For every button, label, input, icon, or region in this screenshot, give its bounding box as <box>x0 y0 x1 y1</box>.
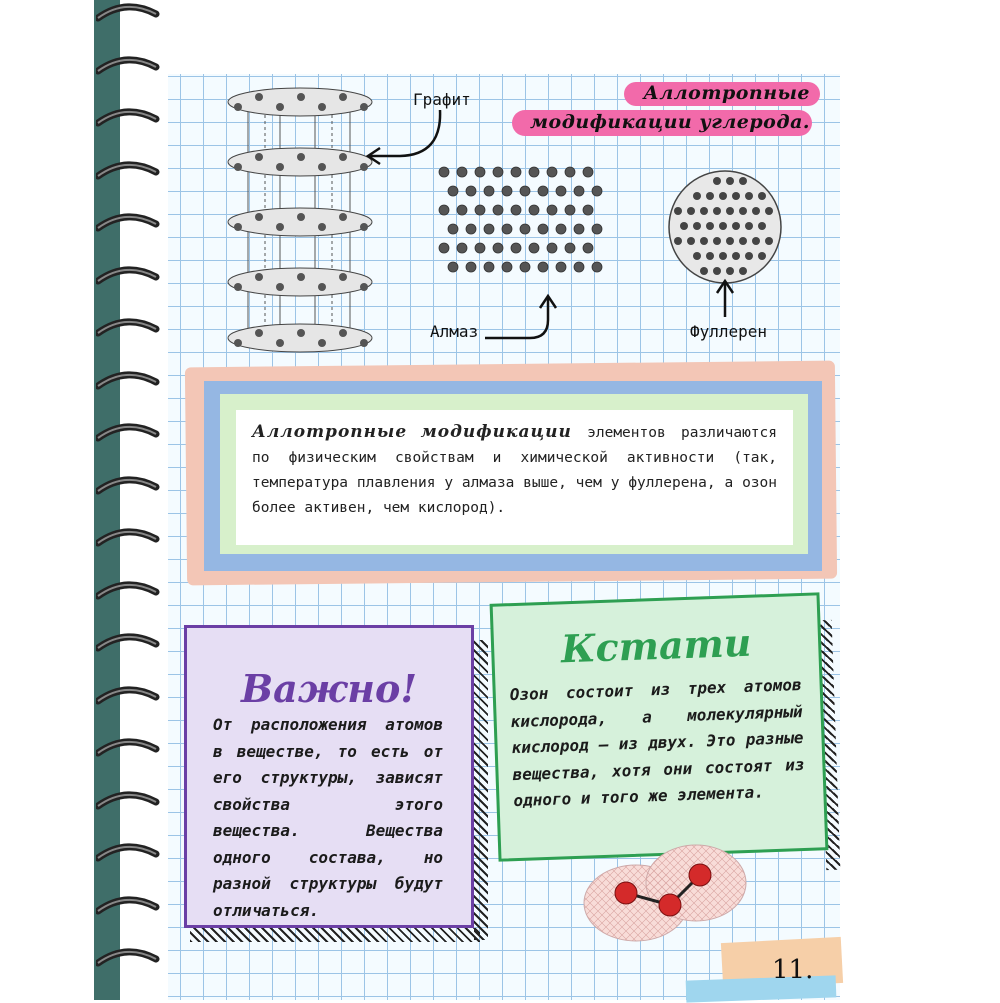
diamond-atom <box>493 243 503 253</box>
diamond-atom <box>493 205 503 215</box>
diamond-atom <box>592 224 602 234</box>
fullerene-atom <box>758 252 766 260</box>
fullerene-atom <box>726 207 734 215</box>
fullerene-atom <box>758 222 766 230</box>
binding-ring <box>96 683 160 709</box>
diamond-atom <box>502 186 512 196</box>
diamond-atom <box>547 167 557 177</box>
graphite-atom <box>297 213 305 221</box>
graphite-layer <box>228 148 372 176</box>
diamond-atom <box>529 243 539 253</box>
graphite-atom <box>297 329 305 337</box>
diamond-atom <box>466 262 476 272</box>
graphite-label: Графит <box>413 90 471 109</box>
fullerene-atom <box>700 207 708 215</box>
binding-ring <box>96 368 160 394</box>
diamond-atom <box>574 224 584 234</box>
diamond-atom <box>565 167 575 177</box>
fullerene-atom <box>687 237 695 245</box>
diamond-atom <box>466 224 476 234</box>
binding-ring <box>96 210 160 236</box>
diamond-atom <box>556 224 566 234</box>
diamond-atom <box>556 186 566 196</box>
diamond-atom <box>538 186 548 196</box>
diamond-illustration <box>430 160 610 290</box>
diamond-atom <box>538 262 548 272</box>
fullerene-atom <box>719 192 727 200</box>
graphite-atom <box>234 163 242 171</box>
graphite-layer <box>228 324 372 352</box>
graphite-atom <box>297 93 305 101</box>
diamond-atom <box>484 186 494 196</box>
fullerene-atom <box>745 252 753 260</box>
diamond-atom <box>574 262 584 272</box>
binding-ring <box>96 630 160 656</box>
graphite-atom <box>276 283 284 291</box>
fullerene-atom <box>713 267 721 275</box>
graphite-layer <box>228 208 372 236</box>
binding-ring <box>96 735 160 761</box>
binding-ring <box>96 945 160 971</box>
graphite-atom <box>276 103 284 111</box>
graphite-atom <box>255 329 263 337</box>
binding-ring <box>96 578 160 604</box>
diamond-atom <box>484 224 494 234</box>
diamond-atom <box>520 186 530 196</box>
by-the-way-title: Кстати <box>560 619 753 672</box>
diamond-atom <box>547 243 557 253</box>
fullerene-atom <box>765 237 773 245</box>
graphite-atom <box>339 93 347 101</box>
diamond-atom <box>475 205 485 215</box>
fullerene-atom <box>745 222 753 230</box>
fullerene-atom <box>739 267 747 275</box>
fullerene-atom <box>732 252 740 260</box>
important-title: Важно! <box>240 666 418 711</box>
important-shadow <box>190 928 480 942</box>
diamond-atom <box>574 186 584 196</box>
diamond-atom <box>502 224 512 234</box>
graphite-atom <box>276 339 284 347</box>
graphite-atom <box>318 223 326 231</box>
binding-ring <box>96 158 160 184</box>
info-body: элементов различаются по физическим свойствам и химической активности (так, температура плавления у алмаза выше, чем у фуллерена, а озон более активен, чем кислород). <box>252 425 777 516</box>
binding-ring <box>96 263 160 289</box>
fullerene-atom <box>674 207 682 215</box>
diamond-atom <box>529 205 539 215</box>
diamond-atom <box>583 167 593 177</box>
graphite-atom <box>276 223 284 231</box>
diamond-label: Алмаз <box>430 322 479 341</box>
fullerene-atom <box>713 177 721 185</box>
diamond-atom <box>565 243 575 253</box>
fullerene-atom <box>693 192 701 200</box>
binding-ring <box>96 315 160 341</box>
fullerene-atom <box>713 237 721 245</box>
fullerene-atom <box>739 237 747 245</box>
diamond-atom <box>475 243 485 253</box>
diamond-atom <box>484 262 494 272</box>
diamond-atom <box>457 243 467 253</box>
info-paragraph <box>252 420 777 521</box>
page-title-line2: модификации углерода. <box>529 111 810 133</box>
diamond-atom <box>448 262 458 272</box>
fullerene-atom <box>765 207 773 215</box>
diamond-atom <box>511 167 521 177</box>
graphite-atom <box>234 339 242 347</box>
diamond-atom <box>511 243 521 253</box>
graphite-layer <box>228 88 372 116</box>
diamond-atom <box>439 205 449 215</box>
fullerene-atom <box>693 222 701 230</box>
page-title-line1: Аллотропные <box>643 82 810 104</box>
graphite-atom <box>297 273 305 281</box>
graphite-atom <box>339 273 347 281</box>
diamond-atom <box>439 243 449 253</box>
diamond-atom <box>547 205 557 215</box>
page-number: 11. <box>772 955 814 985</box>
fullerene-atom <box>706 222 714 230</box>
diamond-atom <box>556 262 566 272</box>
diamond-atom <box>583 243 593 253</box>
graphite-atom <box>318 283 326 291</box>
fullerene-atom <box>726 237 734 245</box>
graphite-atom <box>255 153 263 161</box>
diamond-atom <box>583 205 593 215</box>
graphite-atom <box>318 339 326 347</box>
diamond-atom <box>475 167 485 177</box>
diamond-atom <box>538 224 548 234</box>
by-the-way-text: Озон состоит из трех атомов кислорода, а молекулярный кислород — из двух. Это разные вещества, хотя они состоят из одного и того же элемента. <box>509 675 805 811</box>
graphite-atom <box>339 153 347 161</box>
graphite-arrow <box>360 100 460 170</box>
diamond-atom <box>448 224 458 234</box>
diamond-atom <box>511 205 521 215</box>
fullerene-arrow <box>710 275 740 320</box>
graphite-atom <box>318 103 326 111</box>
by-the-way-box <box>490 592 829 861</box>
important-box <box>184 625 474 928</box>
important-shadow-side <box>474 640 488 940</box>
fullerene-atom <box>732 192 740 200</box>
fullerene-atom <box>758 192 766 200</box>
diamond-atom <box>457 205 467 215</box>
graphite-atom <box>339 329 347 337</box>
diamond-atom <box>520 224 530 234</box>
fullerene-atom <box>693 252 701 260</box>
diamond-atom <box>529 167 539 177</box>
graphite-atom <box>255 213 263 221</box>
binding-ring <box>96 893 160 919</box>
diamond-atom <box>520 262 530 272</box>
fullerene-atom <box>674 237 682 245</box>
graphite-atom <box>276 163 284 171</box>
diamond-atom <box>448 186 458 196</box>
fullerene-atom <box>680 222 688 230</box>
diamond-atom <box>565 205 575 215</box>
fullerene-atom <box>752 207 760 215</box>
fullerene-atom <box>726 267 734 275</box>
diamond-arrow <box>480 290 570 350</box>
graphite-atom <box>360 283 368 291</box>
fullerene-atom <box>732 222 740 230</box>
binding-ring <box>96 53 160 79</box>
fullerene-atom <box>706 252 714 260</box>
fullerene-atom <box>719 222 727 230</box>
fullerene-atom <box>713 207 721 215</box>
binding-ring <box>96 420 160 446</box>
important-text: От расположения атомов в веществе, то есть от его структуры, зависят свойства этого вещества. Вещества одного состава, но разной структуры будут отличаться. <box>213 715 443 920</box>
graphite-atom <box>360 223 368 231</box>
graphite-atom <box>318 163 326 171</box>
fullerene-label: Фуллерен <box>690 322 768 341</box>
graphite-atom <box>234 223 242 231</box>
binding-ring <box>96 105 160 131</box>
diamond-atom <box>592 186 602 196</box>
fullerene-atom <box>706 192 714 200</box>
graphite-atom <box>339 213 347 221</box>
graphite-layer <box>228 268 372 296</box>
diamond-atom <box>502 262 512 272</box>
binding-ring <box>96 525 160 551</box>
diamond-atom <box>592 262 602 272</box>
fullerene-atom <box>719 252 727 260</box>
fullerene-atom <box>700 237 708 245</box>
graphite-atom <box>234 103 242 111</box>
fullerene-illustration <box>660 165 790 290</box>
info-term: Аллотропные модификации <box>252 422 572 442</box>
diamond-atom <box>466 186 476 196</box>
fullerene-atom <box>700 267 708 275</box>
fullerene-atom <box>726 177 734 185</box>
graphite-atom <box>255 273 263 281</box>
graphite-atom <box>255 93 263 101</box>
fullerene-atom <box>739 207 747 215</box>
binding-ring <box>96 840 160 866</box>
graphite-atom <box>297 153 305 161</box>
ozone-molecule-illustration <box>578 835 753 945</box>
fullerene-atom <box>745 192 753 200</box>
binding-ring <box>96 788 160 814</box>
fullerene-atom <box>752 237 760 245</box>
fullerene-atom <box>687 207 695 215</box>
binding-ring <box>96 0 160 26</box>
diamond-atom <box>493 167 503 177</box>
fullerene-atom <box>739 177 747 185</box>
graphite-atom <box>234 283 242 291</box>
graphite-atom <box>360 339 368 347</box>
binding-ring <box>96 473 160 499</box>
